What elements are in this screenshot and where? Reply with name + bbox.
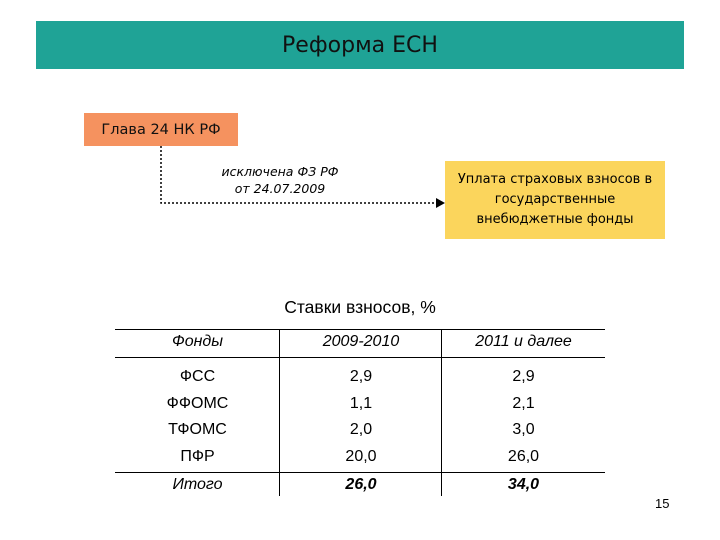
table-total-rule xyxy=(115,472,605,473)
table-cell: 26,0 xyxy=(507,447,540,465)
target-box-text: Уплата страховых взносов в государственные внебюджетные фонды xyxy=(457,172,653,227)
table-title: Ставки взносов, % xyxy=(284,297,436,317)
table-row: ТФОМС xyxy=(168,421,227,438)
table-cell: 1,1 xyxy=(349,394,373,412)
source-box: Глава 24 НК РФ xyxy=(84,113,238,146)
table-header-rule xyxy=(115,357,605,358)
table-cell: 2,9 xyxy=(349,368,373,385)
arrow-head-icon xyxy=(436,198,445,208)
exclusion-note xyxy=(190,163,370,197)
slide-title: Реформа ЕСН xyxy=(282,32,438,58)
funds-column xyxy=(115,364,280,470)
table-row: ФФОМС xyxy=(166,394,229,412)
table-cell: 2,0 xyxy=(349,421,373,438)
table-row: ФСС xyxy=(179,368,216,385)
table-cell: 2,9 xyxy=(512,368,535,385)
header-2009-2010: 2009-2010 xyxy=(322,333,400,350)
table-cell: 2,1 xyxy=(512,394,535,412)
page-number: 15 xyxy=(655,496,670,511)
table-row: ПФР xyxy=(180,447,215,465)
note-line-1: исключена ФЗ РФ xyxy=(221,164,339,179)
note-line-2: от 24.07.2009 xyxy=(234,181,326,196)
total-2009-2010: 26,0 xyxy=(345,476,377,493)
total-2011: 34,0 xyxy=(507,476,540,493)
header-2011: 2011 и далее xyxy=(475,333,572,350)
header-funds: Фонды xyxy=(171,333,224,350)
table-cell: 20,0 xyxy=(345,447,377,465)
rates-2009-2010-column xyxy=(280,364,442,470)
target-box xyxy=(445,161,665,239)
rates-2011-column xyxy=(442,364,605,470)
table-cell: 3,0 xyxy=(512,421,535,438)
total-label: Итого xyxy=(172,476,223,493)
table-top-rule xyxy=(115,329,605,330)
